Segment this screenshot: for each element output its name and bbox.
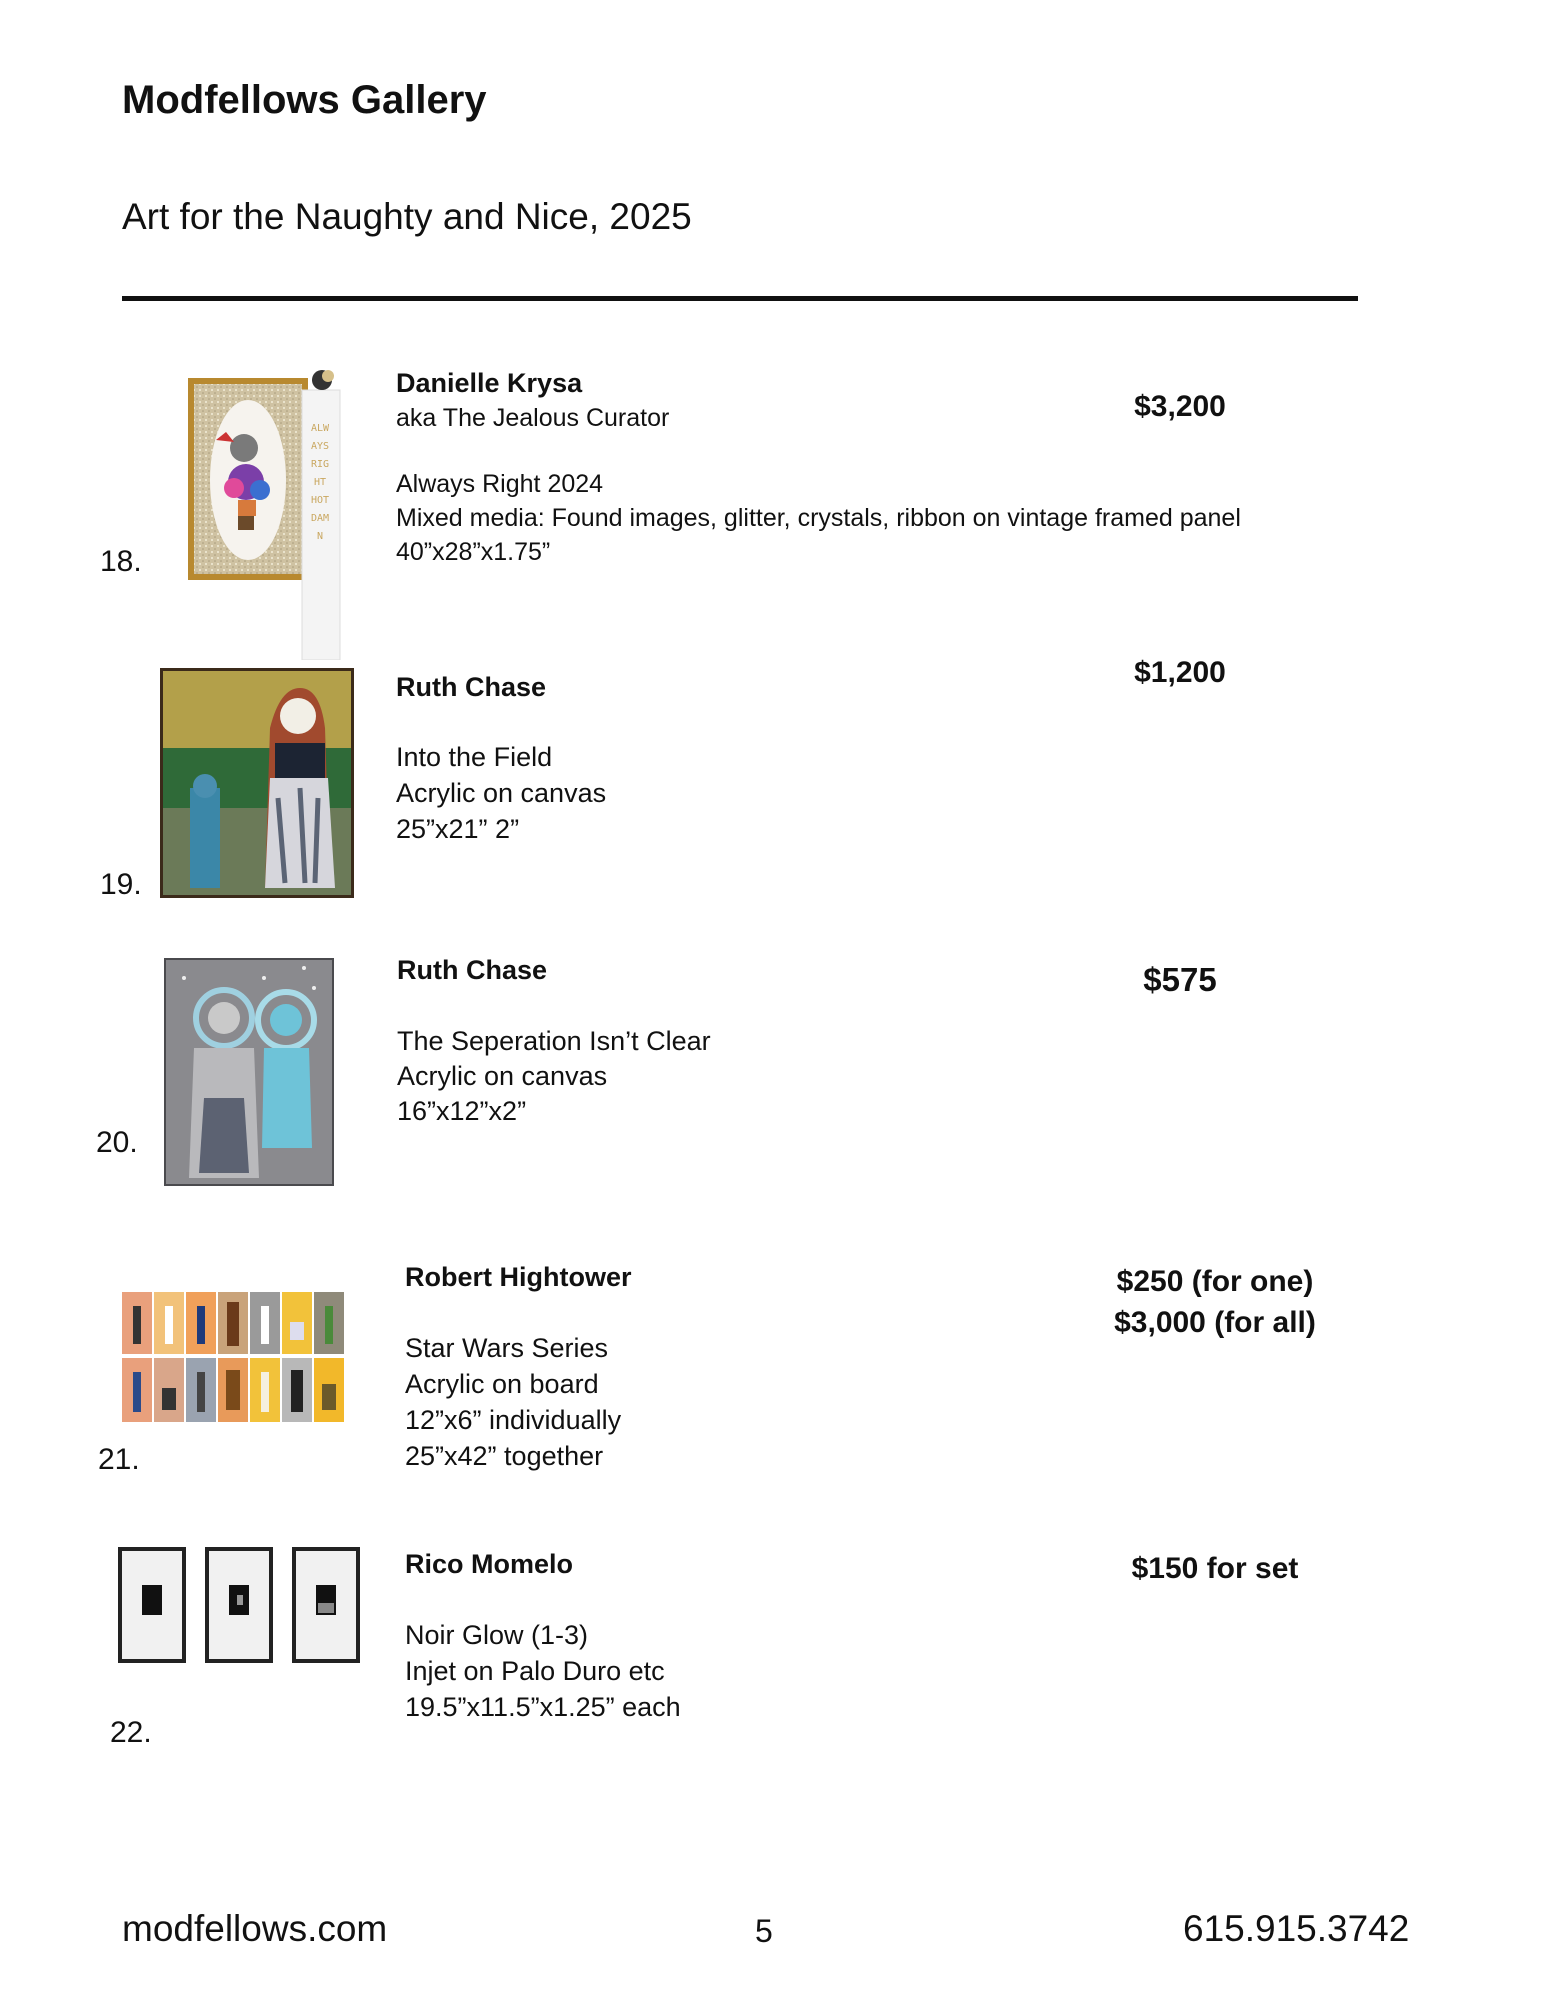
page-number: 5	[755, 1913, 773, 1949]
artwork-dimensions-together: 25”x42” together	[405, 1441, 604, 1471]
artwork-price-set: $3,000 (for all)	[1114, 1306, 1316, 1339]
item-number: 22.	[110, 1716, 152, 1749]
item-number: 19.	[100, 868, 142, 901]
artist-name: Ruth Chase	[397, 955, 548, 985]
header-divider	[122, 296, 1358, 301]
artwork-image-star-wars-series	[122, 1292, 344, 1422]
artwork-title: Noir Glow (1-3)	[405, 1620, 589, 1650]
artwork-dimensions: 25”x21” 2”	[396, 814, 520, 844]
website-link[interactable]: modfellows.com	[122, 1908, 388, 1949]
item-number: 20.	[96, 1126, 138, 1159]
gallery-title: Modfellows Gallery	[122, 78, 487, 122]
artwork-medium: Acrylic on canvas	[397, 1061, 608, 1091]
artwork-image-noir-glow	[116, 1545, 362, 1667]
artist-name: Robert Hightower	[405, 1262, 632, 1292]
artwork-title: Always Right 2024	[396, 470, 604, 498]
artist-name: Danielle Krysa	[396, 368, 583, 398]
item-number: 18.	[100, 545, 142, 578]
phone-number: 615.915.3742	[1183, 1908, 1410, 1949]
artwork-medium: Injet on Palo Duro etc	[405, 1656, 665, 1686]
artist-alias: aka The Jealous Curator	[396, 404, 670, 432]
artist-name: Rico Momelo	[405, 1549, 574, 1579]
catalog-subtitle: Art for the Naughty and Nice, 2025	[122, 196, 692, 237]
artwork-dimensions: 19.5”x11.5”x1.25” each	[405, 1692, 681, 1722]
artist-name: Ruth Chase	[396, 672, 547, 702]
artwork-image-always-right	[186, 370, 346, 660]
artwork-price: $150 for set	[1131, 1552, 1299, 1585]
artwork-medium: Mixed media: Found images, glitter, crystals, ribbon on vintage framed panel	[396, 504, 1241, 532]
artwork-dimensions-individual: 12”x6” individually	[405, 1405, 622, 1435]
artwork-title: Star Wars Series	[405, 1333, 609, 1363]
artwork-price: $3,200	[1134, 390, 1226, 423]
artwork-image-seperation	[164, 958, 334, 1186]
artwork-price: $1,200	[1134, 656, 1226, 689]
artwork-price-single: $250 (for one)	[1116, 1265, 1314, 1298]
artwork-title: The Seperation Isn’t Clear	[397, 1026, 711, 1056]
artwork-medium: Acrylic on canvas	[396, 778, 607, 808]
item-number: 21.	[98, 1443, 140, 1476]
artwork-dimensions: 16”x12”x2”	[397, 1096, 527, 1126]
artwork-price: $575	[1143, 961, 1217, 998]
ribbon-text: ALWAYS RIGHT HOT DAMN	[310, 423, 330, 542]
artwork-title: Into the Field	[396, 742, 553, 772]
artwork-dimensions: 40”x28”x1.75”	[396, 538, 551, 566]
artwork-image-into-the-field	[160, 668, 354, 898]
artwork-medium: Acrylic on board	[405, 1369, 599, 1399]
